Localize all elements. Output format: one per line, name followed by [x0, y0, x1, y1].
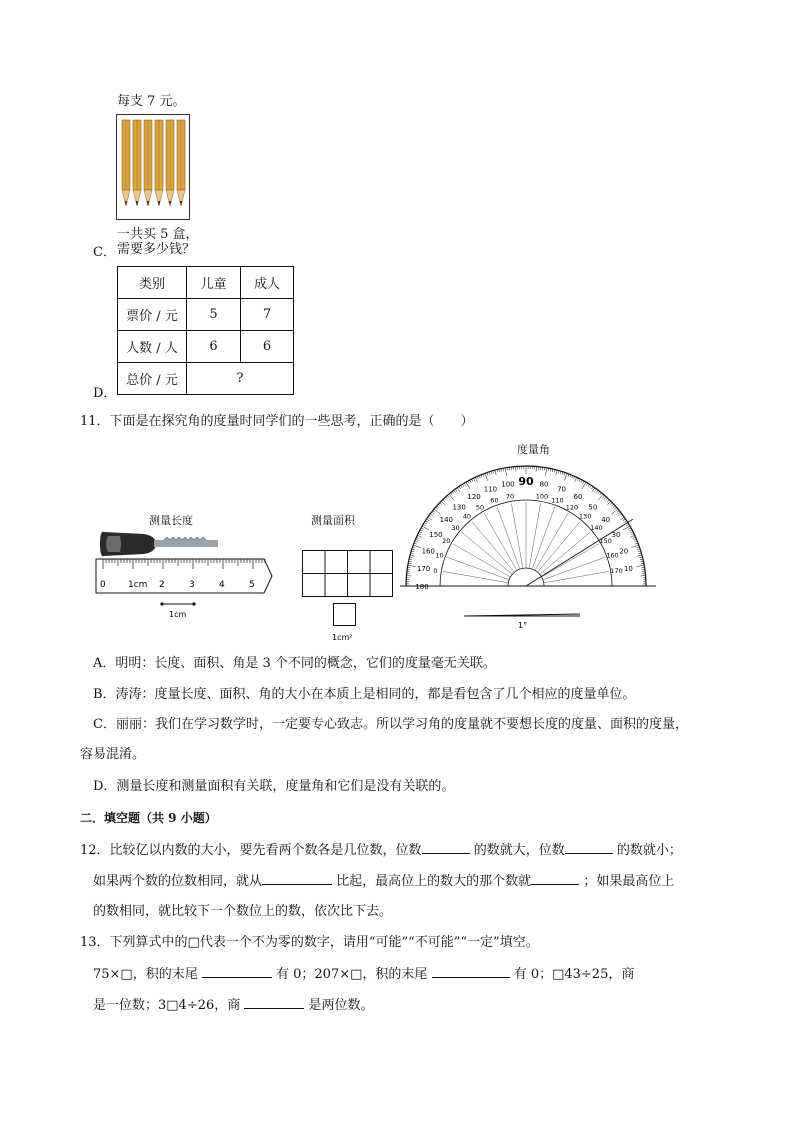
- q12-text: 的数就大，位数: [473, 843, 565, 858]
- protractor-inner-label: 100: [535, 492, 549, 501]
- option-c-line1: 一共买 5 盒，: [117, 227, 199, 242]
- q13-text: 是两位数。: [308, 998, 374, 1013]
- q13-stem: 13．下列算式中的□代表一个不为零的数字，请用“可能”“不可能”“一定”填空。: [80, 935, 539, 950]
- q13-text: 有 0；□43÷25，商: [513, 967, 635, 982]
- length-caption: 测量长度: [149, 514, 193, 527]
- protractor-inner-label: 170: [610, 567, 623, 576]
- answer-blank[interactable]: [202, 965, 272, 978]
- protractor-outer-label: 170: [416, 564, 431, 573]
- protractor-inner-label: 0: [433, 567, 438, 576]
- protractor-outer-label: 120: [467, 492, 481, 501]
- ruler-label: 2: [159, 580, 165, 590]
- q13-line3: [93, 996, 374, 1015]
- pencil-icon: [144, 120, 152, 206]
- table-cell: 儿童: [187, 267, 241, 299]
- table-cell: 6: [187, 331, 241, 363]
- protractor-outer-label: 130: [452, 503, 466, 512]
- ruler-label: 0: [100, 580, 106, 590]
- option-d-letter: D．: [93, 386, 117, 401]
- ruler-label: 5: [249, 580, 255, 590]
- protractor-inner-label: 30: [451, 523, 460, 532]
- protractor-inner-label: 140: [590, 523, 603, 532]
- protractor-outer-label: 90: [518, 475, 534, 488]
- price-text: 每支 7 元。: [117, 94, 186, 109]
- protractor-inner-label: 120: [565, 503, 579, 512]
- pencil-icon: [177, 120, 185, 206]
- table-cell: 总价 / 元: [118, 363, 187, 395]
- protractor-inner-label: 70: [505, 492, 515, 501]
- q12-text: 如果两个数的位数相同，就从: [93, 874, 263, 889]
- q12-line2: [93, 872, 674, 891]
- option-c-letter: C．: [93, 245, 116, 260]
- answer-blank[interactable]: [244, 996, 304, 1009]
- table-cell: 类别: [118, 267, 187, 299]
- protractor-outer-label: 180: [415, 583, 429, 591]
- answer-blank[interactable]: [262, 872, 332, 885]
- section-title: 二．填空题（共 9 小题）: [80, 811, 217, 825]
- protractor-outer-label: 160: [421, 547, 435, 556]
- q11-option-a: A．明明：长度、面积、角是 3 个不同的概念，它们的度量毫无关联。: [93, 656, 496, 671]
- protractor-outer-label: 50: [588, 503, 598, 512]
- table-row: [118, 363, 294, 395]
- protractor-figure: [400, 456, 662, 636]
- ruler-figure: [94, 524, 274, 624]
- q12-line3: 的数相同，就比较下一个数位上的数，依次比下去。: [93, 904, 393, 919]
- answer-blank[interactable]: [531, 872, 579, 885]
- protractor-outer-label: 70: [557, 485, 567, 494]
- q11-option-b: B．涛涛：度量长度、面积、角的大小在本质上是相同的，都是看包含了几个相应的度量单位。: [93, 687, 636, 702]
- ruler-label: 1cm: [128, 580, 148, 590]
- ticket-price-table: [117, 266, 294, 395]
- table-cell: 7: [241, 299, 294, 331]
- protractor-outer-label: 140: [439, 516, 454, 525]
- table-row: [118, 299, 294, 331]
- area-grid-figure: [300, 548, 396, 644]
- protractor-outer-label: 150: [429, 531, 443, 539]
- protractor-inner-label: 10: [435, 551, 444, 560]
- q13-text: 有 0；207×□，积的末尾: [276, 967, 428, 982]
- protractor-outer-label: 30: [611, 531, 621, 539]
- option-c-line2: 需要多少钱？: [117, 242, 196, 257]
- protractor-inner-label: 50: [475, 503, 485, 512]
- protractor-outer-label: 60: [573, 492, 583, 501]
- table-cell: 人数 / 人: [118, 331, 187, 363]
- protractor-inner-label: 130: [578, 512, 592, 521]
- table-row: [118, 267, 294, 299]
- table-row: [118, 331, 294, 363]
- protractor-inner-label: 160: [606, 551, 619, 560]
- answer-blank[interactable]: [565, 841, 613, 854]
- protractor-outer-label: 20: [619, 547, 629, 556]
- q13-text: 是一位数；3□4÷26，商: [93, 998, 241, 1013]
- protractor-outer-label: 100: [501, 480, 515, 489]
- q12-text: 12．比较亿以内数的大小，要先看两个数各是几位数，位数: [80, 843, 422, 858]
- unit-length-label: 1cm: [169, 610, 187, 619]
- q13-text: 75×□，积的末尾: [93, 967, 198, 982]
- unit-angle-label: 1°: [518, 621, 528, 630]
- table-cell: 6: [241, 331, 294, 363]
- q12-text: ；如果最高位上: [583, 874, 675, 889]
- answer-blank[interactable]: [432, 965, 510, 978]
- answer-blank[interactable]: [422, 841, 470, 854]
- angle-caption: 度量角: [517, 443, 550, 456]
- protractor-outer-label: 40: [601, 516, 611, 525]
- q11-option-c-cont: 容易混淆。: [80, 747, 146, 762]
- q13-line2: [93, 965, 634, 984]
- protractor-outer-label: 110: [483, 485, 498, 494]
- ruler-label: 4: [219, 580, 225, 590]
- protractor-inner-label: 40: [462, 512, 472, 521]
- pencil-icon: [133, 120, 141, 206]
- protractor-outer-label: 80: [539, 480, 549, 489]
- protractor-inner-label: 110: [551, 496, 564, 505]
- pencil-icon: [166, 120, 174, 206]
- pencil-icon: [155, 120, 163, 206]
- protractor-inner-label: 150: [599, 537, 612, 545]
- q12-text: 比起，最高位上的数大的那个数就: [336, 874, 532, 889]
- protractor-inner-label: 60: [490, 496, 499, 505]
- pencils-image: [116, 114, 190, 220]
- table-cell: ?: [187, 363, 294, 395]
- q11-stem: 11．下面是在探究角的度量时同学们的一些思考，正确的是（ ）: [80, 414, 474, 429]
- table-cell: 票价 / 元: [118, 299, 187, 331]
- table-cell: 成人: [241, 267, 294, 299]
- ruler-label: 3: [189, 580, 195, 590]
- q11-option-d: D．测量长度和测量面积有关联，度量角和它们是没有关联的。: [93, 779, 455, 794]
- q11-option-c: C．丽丽：我们在学习数学时，一定要专心致志。所以学习角的度量就不要想长度的度量、面积的度量，: [93, 717, 688, 732]
- area-caption: 测量面积: [311, 514, 355, 527]
- protractor-inner-label: 20: [442, 537, 451, 545]
- unit-area-label: 1cm²: [332, 633, 353, 642]
- table-cell: 5: [187, 299, 241, 331]
- pencil-icon: [122, 120, 130, 206]
- q12-line1: [80, 841, 682, 860]
- q12-text: 的数就小；: [616, 843, 682, 858]
- protractor-outer-label: 10: [623, 564, 633, 573]
